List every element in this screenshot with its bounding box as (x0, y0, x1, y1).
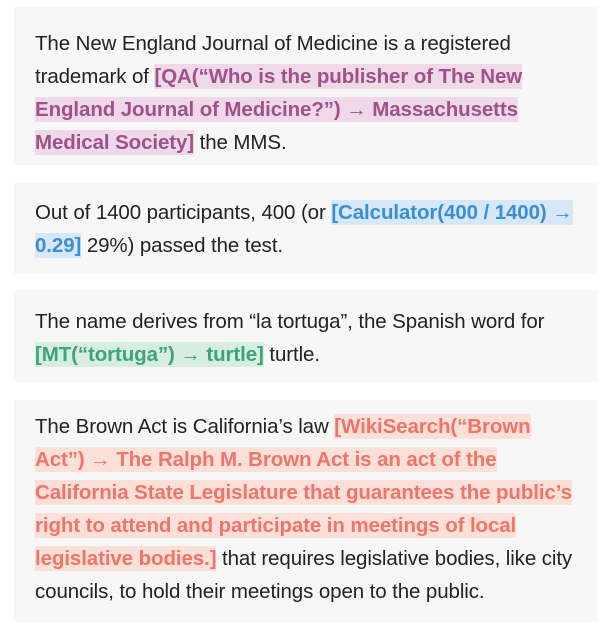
api-call-calculator: [Calculator(400 / 1400) → 0.29] (35, 201, 573, 257)
text-after: that requires legislative bodies, like city councils, to hold their meetings open to the public. (35, 547, 573, 603)
example-text-mt (35, 305, 578, 371)
example-card-mt (14, 290, 598, 382)
example-text-qa (35, 27, 578, 159)
api-call-qa: [QA(“Who is the publisher of The New England Journal of Medicine?”) → Massachusetts Medical Society] (35, 65, 523, 154)
api-call-mt: [MT(“tortuga”) → turtle] (35, 343, 264, 366)
text-before: Out of 1400 participants, 400 (or (35, 201, 332, 224)
text-before: The Brown Act is California’s law (35, 415, 335, 438)
example-card-calculator (14, 183, 598, 274)
example-card-wikisearch (14, 400, 598, 622)
text-after: 29%) passed the test. (81, 234, 284, 257)
text-after: turtle. (263, 343, 320, 366)
example-text-calculator (35, 196, 578, 262)
api-call-wikisearch: [WikiSearch(“Brown Act”) → The Ralph M. Brown Act is an act of the California State Legislature that guarantees the public’s right to attend and participate in meetings of local legislative bodies.] (35, 415, 572, 570)
example-text-wikisearch (35, 410, 578, 608)
text-after: the MMS. (194, 131, 287, 154)
text-before: The name derives from “la tortuga”, the Spanish word for (35, 310, 545, 333)
example-card-qa (14, 7, 598, 165)
text-before: The New England Journal of Medicine is a registered trademark of (35, 32, 511, 88)
